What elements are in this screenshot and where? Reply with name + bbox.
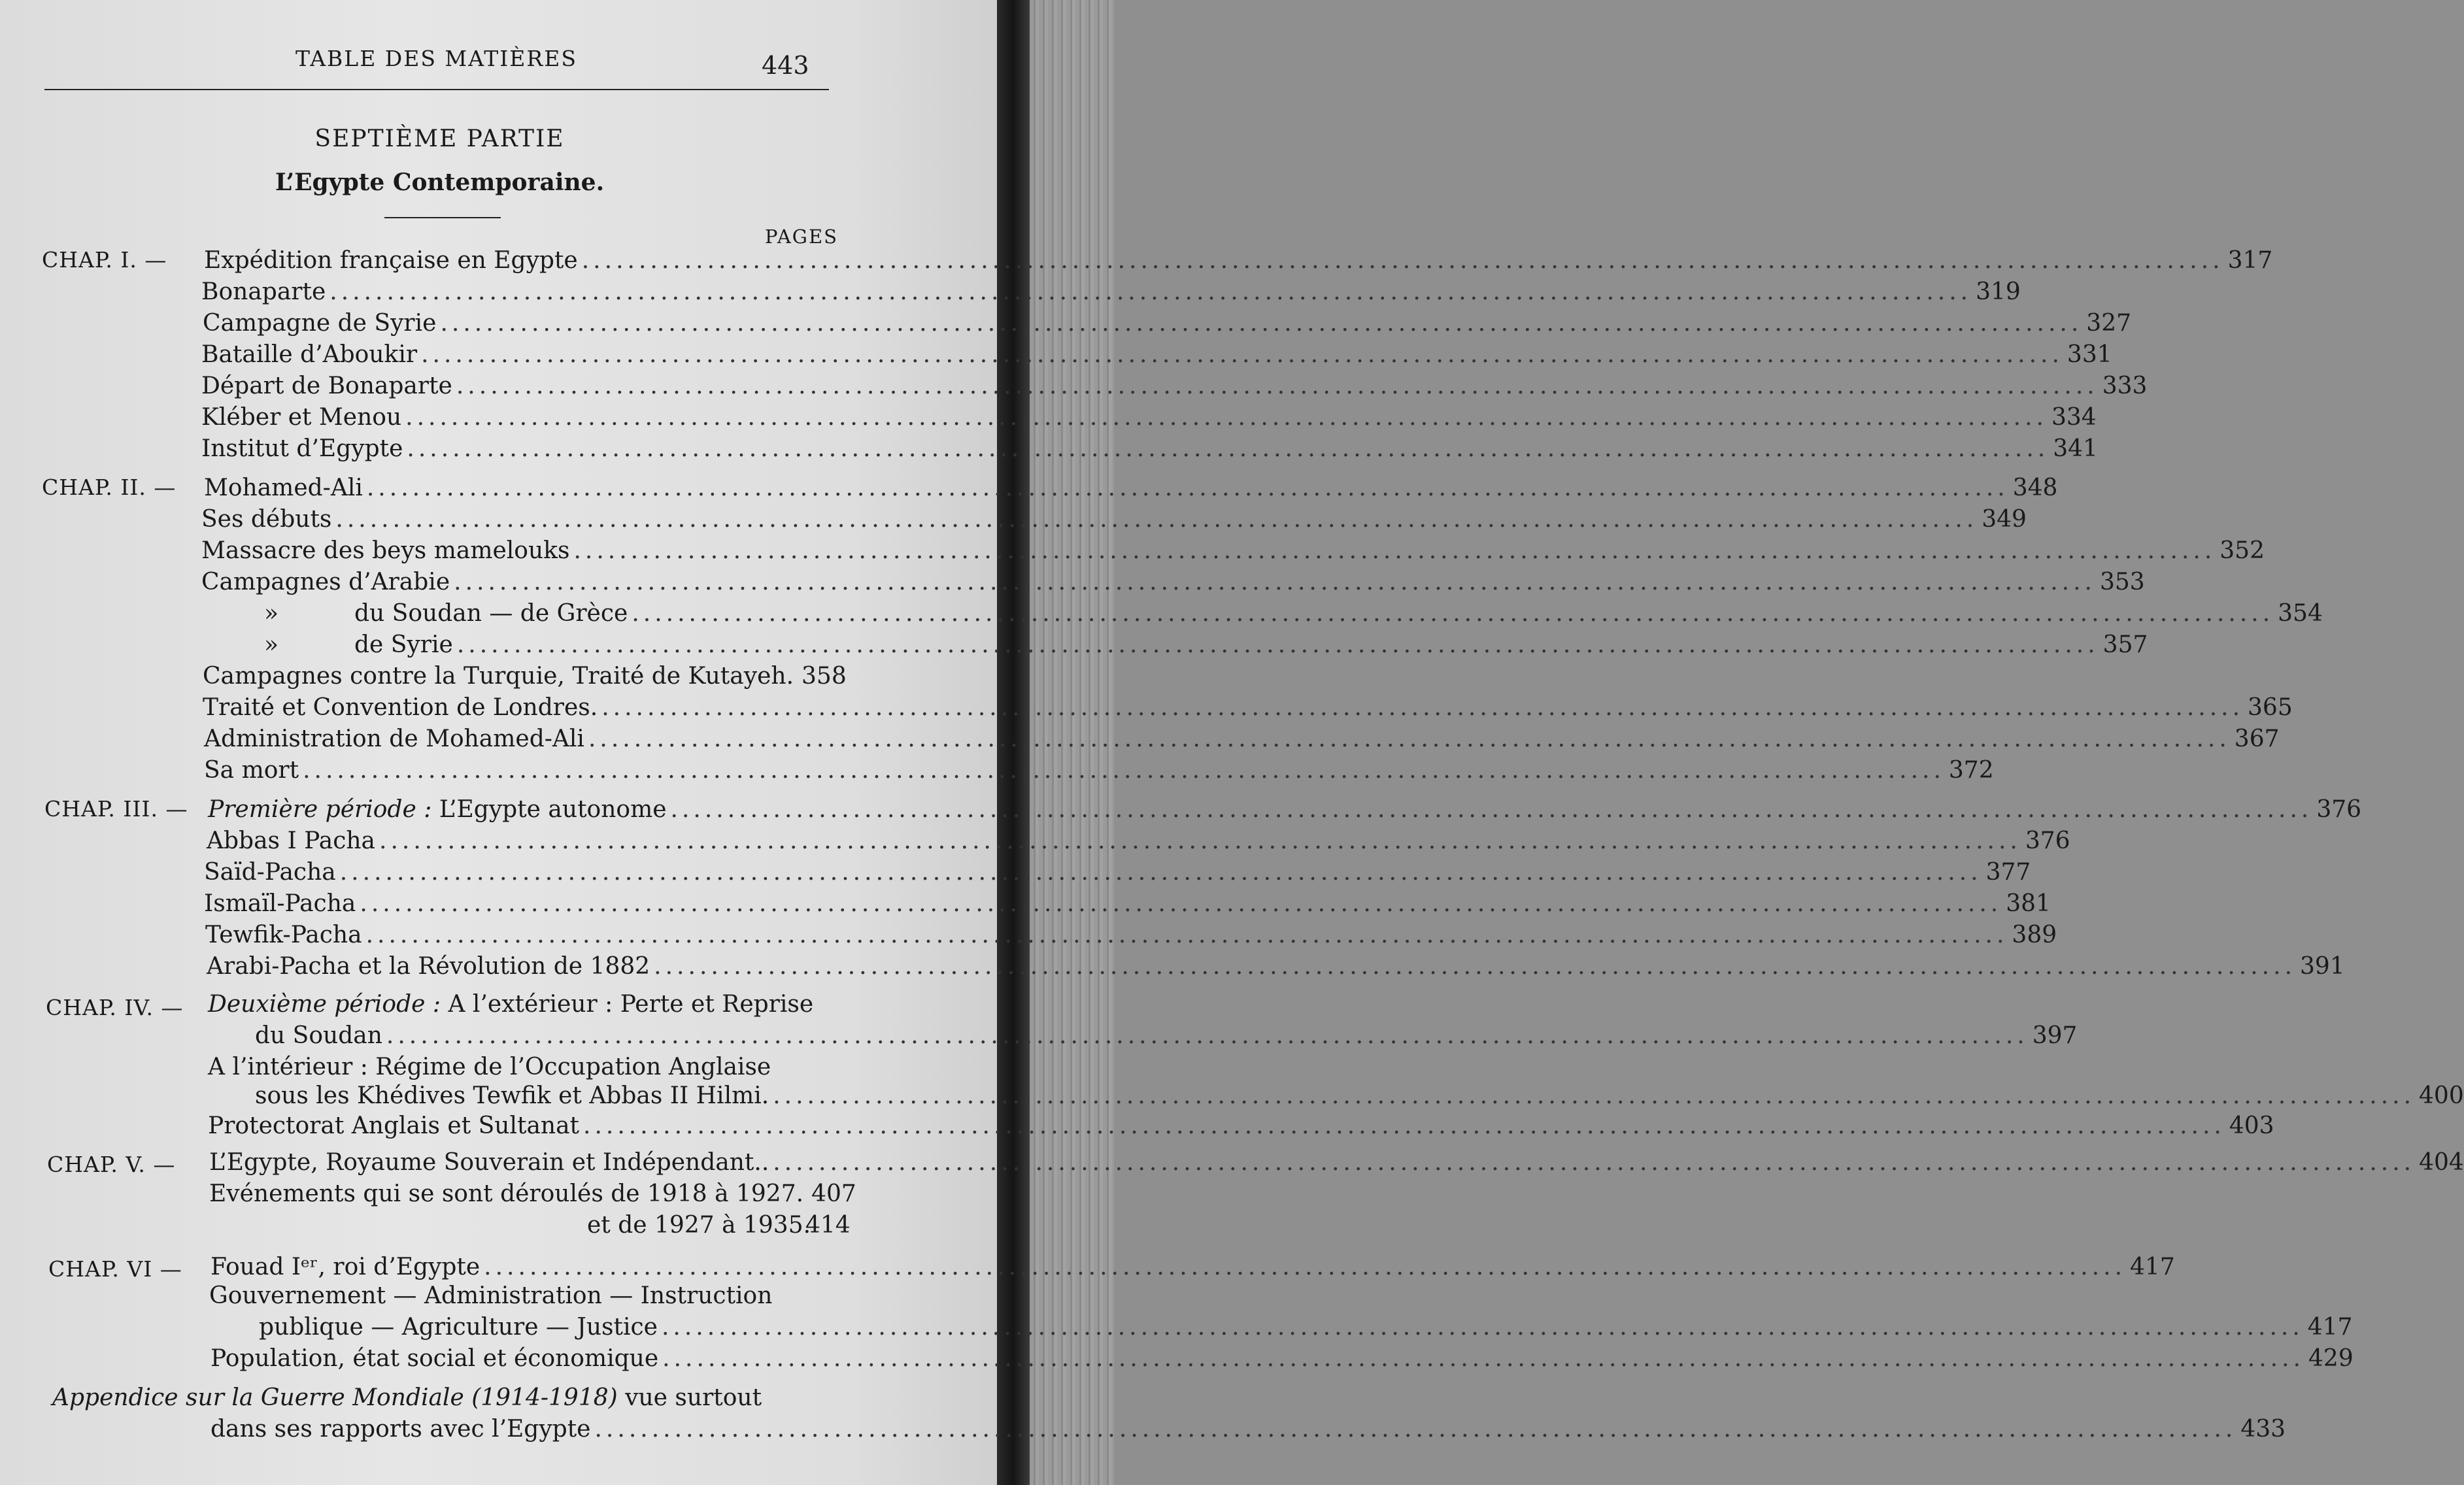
toc-entry[interactable]: [203, 694, 2293, 723]
dot-leader: ................................................................................................................................................: [654, 953, 2297, 980]
entry-title: sous les Khédives Tewfik et Abbas II Hilmi.: [255, 1082, 769, 1109]
dot-leader: ................................................................................................................................................: [601, 694, 2244, 721]
dot-leader: ................................................................................................................................................: [456, 373, 2099, 399]
dot-leader: ................................................................................................................................................: [583, 1112, 2225, 1139]
dot-leader: ................................................................................................................................................: [407, 435, 2050, 462]
entry-title: Kléber et Menou: [201, 404, 402, 431]
toc-entry[interactable]: [209, 1149, 2464, 1178]
toc-entry-line[interactable]: [208, 991, 813, 1018]
dot-leader: ................................................................................................................................................: [386, 1022, 2029, 1049]
entry-page: 403: [2229, 1112, 2274, 1139]
entry-page: 372: [1948, 757, 1994, 784]
dot-leader: ................................................................................................................................................: [670, 796, 2313, 823]
page-number: 443: [762, 51, 809, 80]
entry-title: Campagne de Syrie: [203, 310, 437, 337]
entry-page: 414: [805, 1212, 851, 1239]
entry-page: 367: [2234, 726, 2280, 752]
toc-entry[interactable]: [201, 569, 2145, 597]
dot-leader: ................................................................................................................................................: [773, 1082, 2416, 1109]
toc-entry[interactable]: [207, 953, 2345, 982]
entry-title: A l’extérieur : Perte et Reprise: [448, 991, 814, 1018]
toc-entry-line[interactable]: Gouvernement — Administration — Instruction: [209, 1282, 773, 1309]
dot-leader: ................................................................................................................................................: [339, 859, 1982, 886]
entry-title: Ses débuts: [201, 506, 332, 533]
toc-entry[interactable]: [204, 475, 2058, 503]
entry-title: Fouad Iᵉʳ, roi d’Egypte: [211, 1254, 481, 1280]
dot-leader: ................................................................................................................................................: [588, 726, 2231, 752]
entry-title: Sa mort: [204, 757, 299, 784]
dot-leader: ................................................................................................................................................: [440, 310, 2083, 337]
chapter-label: CHAP. VI —: [48, 1256, 182, 1282]
dot-leader: ................................................................................................................................................: [594, 1416, 2237, 1443]
entry-title: Institut d’Egypte: [201, 435, 403, 462]
entry-page: 417: [2130, 1254, 2175, 1280]
entry-title: Mohamed-Ali: [204, 475, 363, 501]
toc-entry-line[interactable]: et de 1927 à 1935.: [587, 1212, 811, 1239]
entry-title: Population, état social et économique: [211, 1345, 659, 1372]
dot-leader: ................................................................................................................................................: [454, 569, 2096, 595]
toc-entry[interactable]: [201, 278, 2021, 307]
chapter-label: CHAP. III. —: [44, 796, 188, 822]
entry-page: 381: [2006, 890, 2051, 917]
entry-page: 400: [2419, 1082, 2464, 1109]
chapter-label: CHAP. I. —: [42, 247, 167, 273]
pages-column-label: PAGES: [765, 225, 838, 248]
toc-entry[interactable]: [204, 757, 1994, 786]
entry-page: 377: [1985, 859, 2031, 886]
toc-entry[interactable]: [203, 663, 847, 692]
entry-page: 352: [2219, 537, 2265, 564]
toc-entry[interactable]: [211, 1345, 2354, 1374]
running-title: TABLE DES MATIÈRES: [295, 46, 577, 71]
entry-title: Evénements qui se sont déroulés de 1918 à 1927.: [209, 1180, 804, 1207]
dot-leader: ................................................................................................................................................: [773, 1149, 2416, 1176]
entry-page: 319: [1976, 278, 2021, 305]
entry-page: 357: [2102, 631, 2148, 658]
entry-page: 334: [2051, 404, 2097, 431]
entry-page: 417: [2307, 1314, 2353, 1341]
entry-title: du Soudan — de Grèce: [354, 600, 628, 627]
entry-page: 376: [2316, 796, 2362, 823]
entry-page: 353: [2099, 569, 2145, 595]
entry-title: Arabi-Pacha et la Révolution de 1882: [207, 953, 650, 980]
entry-title: Administration de Mohamed-Ali: [204, 726, 584, 752]
entry-title: Ismaïl-Pacha: [204, 890, 356, 917]
entry-title: vue surtout: [625, 1384, 762, 1411]
entry-title: L’Egypte, Royaume Souverain et Indépendant..: [209, 1149, 769, 1176]
toc-entry-line[interactable]: A l’intérieur : Régime de l’Occupation Anglaise: [208, 1054, 771, 1080]
toc-entry[interactable]: [207, 827, 2070, 856]
chapter-label: CHAP. V. —: [47, 1152, 176, 1177]
entry-page: 429: [2308, 1345, 2354, 1372]
entry-title: dans ses rapports avec l’Egypte: [211, 1416, 591, 1443]
entry-title: publique — Agriculture — Justice: [259, 1314, 658, 1341]
toc-entry-line[interactable]: [52, 1384, 762, 1411]
entry-title: Expédition française en Egypte: [204, 247, 578, 274]
entry-page: 433: [2240, 1416, 2286, 1443]
toc-entry[interactable]: [354, 631, 2148, 660]
entry-page: 354: [2278, 600, 2323, 627]
dot-leader: ................................................................................................................................................: [366, 475, 2009, 501]
entry-page: 327: [2086, 310, 2132, 337]
toc-entry[interactable]: [255, 1022, 2078, 1051]
dot-leader: ................................................................................................................................................: [335, 506, 1978, 533]
entry-title: Bataille d’Aboukir: [201, 341, 418, 368]
entry-page: 365: [2248, 694, 2293, 721]
toc-entry[interactable]: [201, 435, 2098, 464]
dot-leader: ................................................................................................................................................: [581, 247, 2224, 274]
entry-title: Saïd-Pacha: [204, 859, 336, 886]
toc-entry[interactable]: [211, 1254, 2175, 1282]
dot-leader: ................................................................................................................................................: [365, 922, 2008, 948]
toc-entry[interactable]: [204, 890, 2051, 919]
entry-title: Campagnes contre la Turquie, Traité de Kutayeh.: [203, 663, 794, 690]
part-subtitle: L’Egypte Contemporaine.: [275, 169, 605, 196]
entry-page: 389: [2012, 922, 2057, 948]
toc-entry[interactable]: [201, 506, 2027, 535]
entry-title: de Syrie: [354, 631, 453, 658]
toc-entry[interactable]: [255, 1082, 2464, 1111]
entry-title: Bonaparte: [201, 278, 326, 305]
toc-entry[interactable]: [211, 1416, 2286, 1444]
ditto-mark: »: [264, 631, 279, 658]
entry-title: du Soudan: [255, 1022, 382, 1049]
part-title: SEPTIÈME PARTIE: [314, 125, 565, 152]
entry-page: 376: [2025, 827, 2070, 854]
entry-title: Protectorat Anglais et Sultanat: [208, 1112, 580, 1139]
entry-page: 358: [802, 663, 847, 690]
toc-entry[interactable]: [201, 537, 2265, 566]
entry-page: 397: [2032, 1022, 2078, 1049]
appendix-label: Appendice sur la Guerre Mondiale (1914-1918): [52, 1384, 618, 1411]
toc-entry[interactable]: [201, 341, 2112, 370]
toc-entry[interactable]: [354, 600, 2323, 629]
entry-page: 348: [2012, 475, 2058, 501]
period-label: Deuxième période :: [208, 991, 441, 1018]
dot-leader: ................................................................................................................................................: [421, 341, 2063, 368]
entry-title: Tewfik-Pacha: [205, 922, 362, 948]
entry-page: 341: [2053, 435, 2098, 462]
dot-leader: ................................................................................................................................................: [573, 537, 2216, 564]
dot-leader: ................................................................................................................................................: [360, 890, 2002, 917]
toc-entry[interactable]: [201, 373, 2148, 401]
dot-leader: ................................................................................................................................................: [405, 404, 2048, 431]
dot-leader: ................................................................................................................................................: [329, 278, 1972, 305]
entry-title: Départ de Bonaparte: [201, 373, 452, 399]
toc-entry[interactable]: [208, 796, 2362, 825]
dot-leader: ................................................................................................................................................: [661, 1314, 2304, 1341]
entry-page: 331: [2067, 341, 2112, 368]
entry-page: 407: [811, 1180, 856, 1207]
ditto-mark: »: [264, 600, 279, 627]
dot-leader: ................................................................................................................................................: [662, 1345, 2305, 1372]
entry-title: Traité et Convention de Londres.: [203, 694, 598, 721]
toc-entry[interactable]: [201, 404, 2097, 433]
entry-page: 391: [2300, 953, 2345, 980]
entry-page: 404: [2419, 1149, 2464, 1176]
toc-entry[interactable]: [203, 310, 2132, 339]
entry-page: 317: [2227, 247, 2273, 274]
entry-title: Massacre des beys mamelouks: [201, 537, 570, 564]
dot-leader: ................................................................................................................................................: [484, 1254, 2127, 1280]
toc-entry[interactable]: [259, 1314, 2353, 1343]
toc-entry[interactable]: [204, 859, 2031, 888]
dot-leader: ................................................................................................................................................: [379, 827, 2021, 854]
toc-entry[interactable]: [205, 922, 2057, 950]
entry-title: Campagnes d’Arabie: [201, 569, 450, 595]
dot-leader: ................................................................................................................................................: [632, 600, 2274, 627]
chapter-label: CHAP. IV. —: [46, 995, 184, 1020]
chapter-label: CHAP. II. —: [42, 475, 177, 500]
toc-entry[interactable]: [208, 1112, 2274, 1141]
dot-leader: ................................................................................................................................................: [456, 631, 2099, 658]
period-label: Première période :: [208, 796, 432, 823]
entry-title: Abbas I Pacha: [207, 827, 376, 854]
toc-entry[interactable]: [204, 247, 2273, 276]
entry-page: 333: [2102, 373, 2148, 399]
entry-page: 349: [1982, 506, 2027, 533]
dot-leader: ................................................................................................................................................: [303, 757, 1945, 784]
toc-entry[interactable]: [204, 726, 2280, 754]
toc-entry[interactable]: [209, 1180, 856, 1209]
entry-title: L’Egypte autonome: [439, 796, 667, 823]
